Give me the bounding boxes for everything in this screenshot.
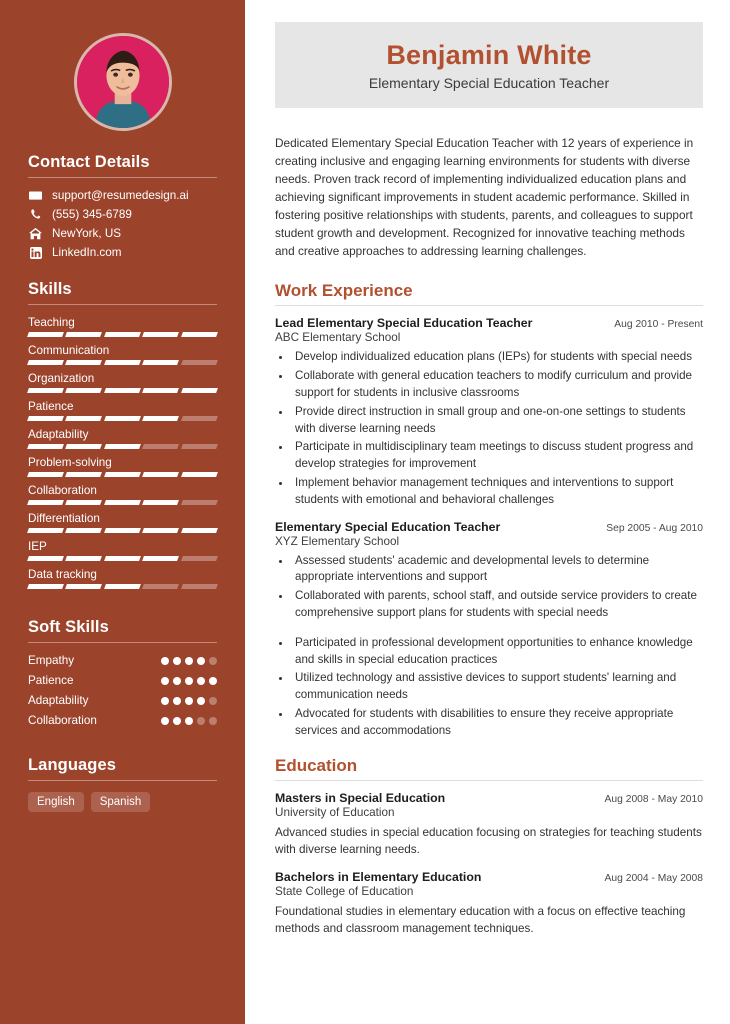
work-bullet: • Collaborate with general education teachers to modify curriculum and provide support for students in inclusive classrooms xyxy=(292,368,703,402)
skill-label: Adaptability xyxy=(28,428,89,441)
skill-bar xyxy=(28,416,217,421)
contact-value-phone: (555) 345-6789 xyxy=(52,208,132,221)
soft-skills-section xyxy=(0,618,245,727)
work-entry-organization: ABC Elementary School xyxy=(275,331,401,345)
skill-label: Differentiation xyxy=(28,512,100,525)
rating-dot xyxy=(197,697,205,705)
page-title: Benjamin White xyxy=(386,40,592,70)
language-chip[interactable]: English xyxy=(28,792,84,812)
skill-item xyxy=(28,428,217,449)
sidebar xyxy=(0,0,245,1024)
language-chip[interactable]: Spanish xyxy=(91,792,151,812)
skill-bar-segment xyxy=(142,416,179,421)
skill-label: IEP xyxy=(28,540,47,553)
skill-bar-segment xyxy=(65,500,102,505)
skill-bar-segment xyxy=(65,472,102,477)
work-bullet: • Participate in multidisciplinary team meetings to discuss student progress and develop strategies for improvement xyxy=(292,439,703,473)
skill-bar xyxy=(28,332,217,337)
skill-bar-segment xyxy=(181,472,218,477)
work-experience-list xyxy=(275,316,703,739)
skill-bar-segment xyxy=(65,556,102,561)
skill-bar-segment xyxy=(27,584,64,589)
languages-list xyxy=(28,792,217,812)
rating-dot xyxy=(209,657,217,665)
rating-dot xyxy=(185,677,193,685)
contact-item-phone[interactable] xyxy=(28,208,217,221)
skill-bar-segment xyxy=(142,444,179,449)
soft-skill-item xyxy=(28,714,217,727)
contact-list xyxy=(28,189,217,259)
work-experience-heading: Work Experience xyxy=(275,281,413,301)
skill-label: Organization xyxy=(28,372,95,385)
skill-bar-segment xyxy=(142,472,179,477)
professional-summary: Dedicated Elementary Special Education Teacher with 12 years of experience in creating inclusive and engaging learning environments for students with diverse needs. Proven track record of implementing individualized education plans and achieving significant improvements in student academic performance. Skilled in fostering positive relationships with students, parents, and colleagues to support student growth and development. Recognized for innovative teaching methods and creative approaches to addressing learning challenges. xyxy=(275,136,694,259)
education-heading: Education xyxy=(275,755,358,775)
rating-dot xyxy=(197,717,205,725)
skill-bar-segment xyxy=(27,500,64,505)
contact-value-location: NewYork, US xyxy=(52,227,122,240)
skill-item xyxy=(28,400,217,421)
work-bullet: • Develop individualized education plans (IEPs) for students with special needs xyxy=(292,349,703,366)
skill-bar-segment xyxy=(142,332,179,337)
skill-item xyxy=(28,372,217,393)
rating-dot xyxy=(173,657,181,665)
skill-label: Patience xyxy=(28,400,74,413)
skills-section xyxy=(0,280,245,589)
skill-bar-segment xyxy=(104,528,141,533)
education-entry-header xyxy=(275,870,703,884)
soft-skill-rating xyxy=(161,697,217,705)
spacer xyxy=(0,734,245,756)
education-entry-organization: University of Education xyxy=(275,805,395,819)
rating-dot xyxy=(185,697,193,705)
skill-item xyxy=(28,316,217,337)
skill-bar-segment xyxy=(104,584,141,589)
envelope-icon xyxy=(28,189,43,202)
work-bullet: • Provide direct instruction in small group and one-on-one settings to students with diverse learning needs xyxy=(292,404,703,438)
work-entry-header xyxy=(275,520,703,534)
work-entry-title: Lead Elementary Special Education Teacher xyxy=(275,316,533,331)
soft-skill-rating xyxy=(161,677,217,685)
skill-bar-segment xyxy=(27,472,64,477)
soft-skill-item xyxy=(28,654,217,667)
skill-label: Problem-solving xyxy=(28,456,112,469)
work-entry-bullets xyxy=(292,349,703,508)
divider xyxy=(275,780,703,781)
skill-bar xyxy=(28,500,217,505)
skill-item xyxy=(28,484,217,505)
education-entry-organization: State College of Education xyxy=(275,884,414,898)
skill-bar-segment xyxy=(104,388,141,393)
skill-bar-segment xyxy=(104,332,141,337)
rating-dot xyxy=(161,697,169,705)
skill-bar-segment xyxy=(104,416,141,421)
soft-skill-label: Patience xyxy=(28,674,74,687)
languages-section xyxy=(0,756,245,812)
work-entry xyxy=(275,316,703,508)
contact-value-email: support@resumedesign.ai xyxy=(52,189,189,202)
skill-label: Communication xyxy=(28,344,110,357)
soft-skills-heading: Soft Skills xyxy=(28,618,109,636)
skill-bar xyxy=(28,388,217,393)
work-bullet: • Participated in professional development opportunities to enhance knowledge and skills in special education practices xyxy=(292,635,703,669)
skill-bar-segment xyxy=(142,388,179,393)
skill-bar xyxy=(28,584,217,589)
education-section xyxy=(275,756,703,938)
home-icon xyxy=(28,227,43,240)
avatar-container xyxy=(0,0,245,153)
skill-item xyxy=(28,512,217,533)
rating-dot xyxy=(173,697,181,705)
rating-dot xyxy=(185,657,193,665)
skill-item xyxy=(28,344,217,365)
contact-value-linkedin: LinkedIn.com xyxy=(52,246,122,259)
soft-skill-rating xyxy=(161,717,217,725)
skill-bar-segment xyxy=(181,416,218,421)
rating-dot xyxy=(197,677,205,685)
divider xyxy=(28,177,217,178)
soft-skill-label: Adaptability xyxy=(28,694,89,707)
languages-heading: Languages xyxy=(28,756,117,774)
skill-bar-segment xyxy=(104,500,141,505)
rating-dot xyxy=(173,677,181,685)
skill-bar-segment xyxy=(27,360,64,365)
skill-bar-segment xyxy=(104,472,141,477)
skill-bar xyxy=(28,360,217,365)
soft-skill-rating xyxy=(161,657,217,665)
soft-skill-label: Empathy xyxy=(28,654,75,667)
rating-dot xyxy=(209,677,217,685)
education-entry-date: Aug 2008 - May 2010 xyxy=(604,793,703,805)
work-entry-header xyxy=(275,316,703,330)
skill-bar-segment xyxy=(27,388,64,393)
soft-skill-item xyxy=(28,694,217,707)
skill-bar-segment xyxy=(27,444,64,449)
skill-bar-segment xyxy=(142,500,179,505)
skill-bar-segment xyxy=(142,584,179,589)
skill-label: Collaboration xyxy=(28,484,97,497)
skill-bar-segment xyxy=(27,332,64,337)
education-entry-title: Bachelors in Elementary Education xyxy=(275,869,482,884)
skill-item xyxy=(28,568,217,589)
skill-bar xyxy=(28,472,217,477)
contact-item-location[interactable] xyxy=(28,227,217,240)
education-entry-description: Foundational studies in elementary education with a focus on effective teaching methods and classroom management techniques. xyxy=(275,904,686,935)
education-entry-header xyxy=(275,791,703,805)
skill-bar-segment xyxy=(27,528,64,533)
skill-bar-segment xyxy=(142,360,179,365)
phone-icon xyxy=(28,208,43,221)
work-entry-date: Sep 2005 - Aug 2010 xyxy=(606,522,703,534)
work-entry-organization: XYZ Elementary School xyxy=(275,534,400,548)
skill-item xyxy=(28,540,217,561)
skill-bar-segment xyxy=(181,500,218,505)
rating-dot xyxy=(209,717,217,725)
rating-dot xyxy=(173,717,181,725)
skill-bar-segment xyxy=(65,416,102,421)
rating-dot xyxy=(209,697,217,705)
skill-bar-segment xyxy=(104,444,141,449)
work-entry-date: Aug 2010 - Present xyxy=(614,319,703,331)
soft-skill-label: Collaboration xyxy=(28,714,97,727)
skill-bar-segment xyxy=(181,556,218,561)
profile-photo xyxy=(74,33,172,131)
soft-skills-list xyxy=(28,654,217,727)
contact-item-email[interactable] xyxy=(28,189,217,202)
skill-bar-segment xyxy=(65,528,102,533)
rating-dot xyxy=(161,657,169,665)
work-bullet: • Assessed students' academic and developmental levels to determine appropriate interventions and support xyxy=(292,553,703,587)
skill-bar-segment xyxy=(142,528,179,533)
rating-dot xyxy=(161,717,169,725)
education-entry-title: Masters in Special Education xyxy=(275,790,446,805)
skill-bar-segment xyxy=(181,528,218,533)
work-experience-section xyxy=(275,281,703,739)
education-entry xyxy=(275,791,703,859)
education-entry xyxy=(275,870,703,938)
rating-dot xyxy=(161,677,169,685)
skills-list xyxy=(28,316,217,589)
profile-photo-illustration xyxy=(77,36,169,128)
skill-bar-segment xyxy=(181,332,218,337)
work-entry-bullets xyxy=(292,553,703,740)
skill-bar-segment xyxy=(65,444,102,449)
work-bullet: • Advocated for students with disabilities to ensure they receive appropriate services and accommodations xyxy=(292,706,703,740)
contact-item-linkedin[interactable] xyxy=(28,246,217,259)
skill-bar-segment xyxy=(65,332,102,337)
divider xyxy=(275,305,703,306)
skill-bar-segment xyxy=(65,388,102,393)
education-list xyxy=(275,791,703,938)
bullet-spacer xyxy=(292,624,703,635)
work-entry xyxy=(275,520,703,740)
skill-bar-segment xyxy=(104,556,141,561)
job-title: Elementary Special Education Teacher xyxy=(368,75,610,92)
soft-skill-item xyxy=(28,674,217,687)
work-bullet: • Collaborated with parents, school staff, and outside service providers to create comprehensive support plans for students with special needs xyxy=(292,588,703,622)
skill-item xyxy=(28,456,217,477)
skill-bar-segment xyxy=(181,388,218,393)
rating-dot xyxy=(185,717,193,725)
skill-label: Teaching xyxy=(28,316,75,329)
education-entry-date: Aug 2004 - May 2008 xyxy=(604,872,703,884)
skill-bar-segment xyxy=(27,556,64,561)
skill-bar-segment xyxy=(65,584,102,589)
spacer xyxy=(0,596,245,618)
skill-bar-segment xyxy=(181,444,218,449)
skills-heading: Skills xyxy=(28,280,72,298)
divider xyxy=(28,780,217,781)
work-entry-title: Elementary Special Education Teacher xyxy=(275,519,501,534)
name-card xyxy=(275,22,703,108)
education-entry-description: Advanced studies in special education focusing on strategies for teaching students with diverse learning needs. xyxy=(275,825,702,856)
main-content xyxy=(245,0,730,1024)
rating-dot xyxy=(197,657,205,665)
divider xyxy=(28,642,217,643)
work-bullet: • Implement behavior management techniques and interventions to support students with emotional and behavioral challenges xyxy=(292,475,703,509)
skill-bar-segment xyxy=(104,360,141,365)
work-bullet: • Utilized technology and assistive devices to support students' learning and communication needs xyxy=(292,670,703,704)
skill-bar-segment xyxy=(181,360,218,365)
contact-details-heading: Contact Details xyxy=(28,153,150,171)
skill-bar xyxy=(28,444,217,449)
skill-bar-segment xyxy=(27,416,64,421)
skill-bar xyxy=(28,528,217,533)
skill-bar xyxy=(28,556,217,561)
skill-label: Data tracking xyxy=(28,568,97,581)
skill-bar-segment xyxy=(181,584,218,589)
skill-bar-segment xyxy=(65,360,102,365)
skill-bar-segment xyxy=(142,556,179,561)
linkedin-icon xyxy=(28,247,43,259)
divider xyxy=(28,304,217,305)
contact-details-section xyxy=(0,153,245,259)
